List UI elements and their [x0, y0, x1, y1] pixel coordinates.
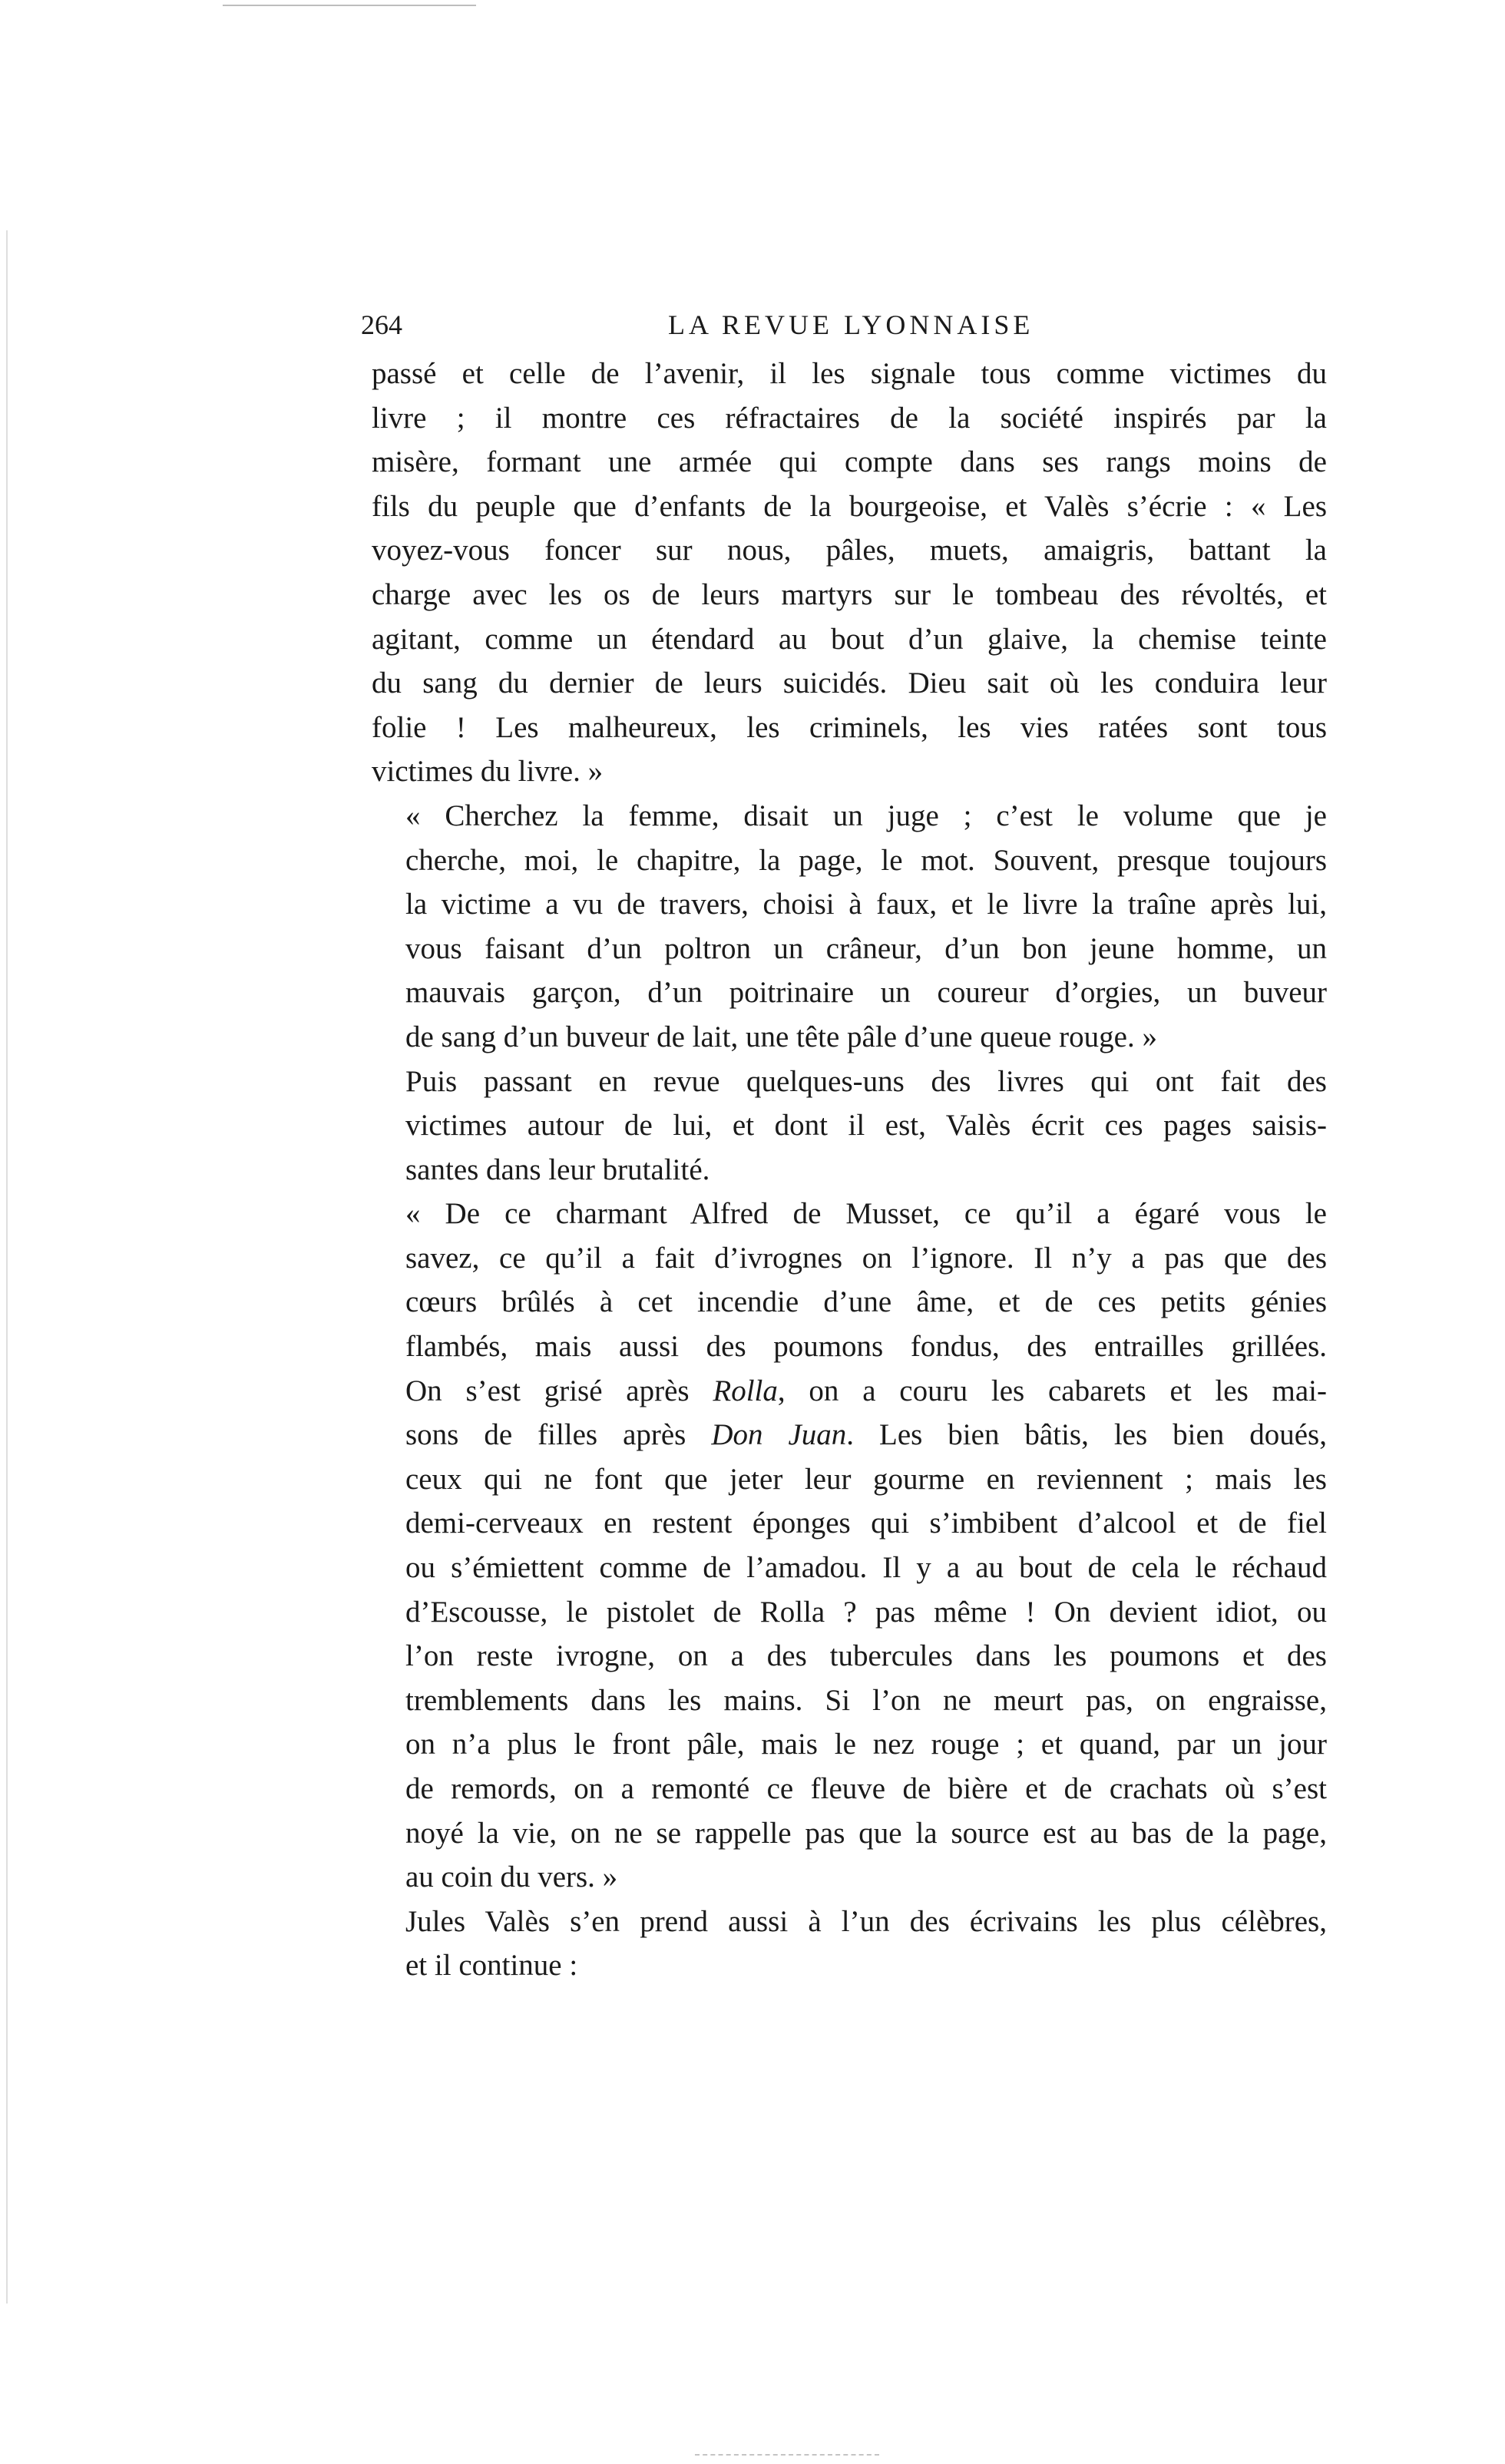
text-line: misère, formant une armée qui compte dans ses rangs moins de: [372, 445, 1327, 479]
text-line: ceux qui ne font que jeter leur gourme en reviennent ; mais les: [405, 1462, 1327, 1496]
text-line: cœurs brûlés à cet incendie d’une âme, et de ces petits génies: [405, 1285, 1327, 1319]
paragraph: [372, 1192, 1327, 1900]
text-line: « De ce charmant Alfred de Musset, ce qu’il a égaré vous le: [405, 1197, 1327, 1231]
page-header: [361, 306, 1037, 344]
text-line: tremblements dans les mains. Si l’on ne meurt pas, on engraisse,: [405, 1683, 1327, 1717]
text-line: santes dans leur brutalité.: [405, 1153, 710, 1186]
text-line: vous faisant d’un poltron un crâneur, d’un bon jeune homme, un: [405, 931, 1327, 965]
text-line: et il continue :: [405, 1949, 578, 1983]
scan-edge-mark-left: [6, 230, 8, 2304]
text-line: cherche, moi, le chapitre, la page, le mot. Souvent, presque toujours: [405, 843, 1327, 877]
text-line: voyez-vous foncer sur nous, pâles, muets, amaigris, battant la: [372, 534, 1327, 567]
paragraph: [372, 352, 1327, 794]
text-line: sons de filles après Don Juan. Les bien bâtis, les bien doués,: [405, 1418, 1327, 1452]
text-line: la victime a vu de travers, choisi à faux, et le livre la traîne après lui,: [405, 888, 1327, 921]
text-line: on n’a plus le front pâle, mais le nez rouge ; et quand, par un jour: [405, 1728, 1327, 1761]
paragraph: [372, 1060, 1327, 1192]
page-number: 264: [361, 309, 402, 340]
text-line: d’Escousse, le pistolet de Rolla ? pas même ! On devient idiot, ou: [405, 1595, 1327, 1629]
text-line: Jules Valès s’en prend aussi à l’un des écrivains les plus célèbres,: [405, 1904, 1327, 1938]
italic-title: Don Juan: [711, 1418, 847, 1452]
text-line: fils du peuple que d’enfants de la bourgeoise, et Valès s’écrie : « Les: [372, 489, 1327, 523]
scan-edge-mark-bottom: [695, 2454, 879, 2456]
text-line: « Cherchez la femme, disait un juge ; c’est le volume que je: [405, 799, 1327, 832]
text-line: livre ; il montre ces réfractaires de la société inspirés par la: [372, 401, 1327, 435]
text-line: au coin du vers. »: [405, 1860, 618, 1894]
text-line: flambés, mais aussi des poumons fondus, des entrailles grillées.: [405, 1330, 1327, 1364]
body-text: [372, 352, 1327, 1988]
text-line: passé et celle de l’avenir, il les signale tous comme victimes du: [372, 357, 1327, 390]
text-line: charge avec les os de leurs martyrs sur le tombeau des révoltés, et: [372, 577, 1327, 611]
text-line: folie ! Les malheureux, les criminels, les vies ratées sont tous: [372, 710, 1327, 744]
text-line: de remords, on a remonté ce fleuve de bière et de crachats où s’est: [405, 1772, 1327, 1805]
scan-edge-mark-top: [223, 5, 476, 6]
text-line: noyé la vie, on ne se rappelle pas que la source est au bas de la page,: [405, 1816, 1327, 1850]
text-line: de sang d’un buveur de lait, une tête pâle d’une queue rouge. »: [405, 1020, 1157, 1053]
paragraph: [372, 1900, 1327, 1988]
text-line: Puis passant en revue quelques-uns des livres qui ont fait des: [405, 1064, 1327, 1098]
text-line: mauvais garçon, d’un poitrinaire un coureur d’orgies, un buveur: [405, 976, 1327, 1010]
text-line: demi-cerveaux en restent éponges qui s’imbibent d’alcool et de fiel: [405, 1507, 1327, 1540]
running-title: LA REVUE LYONNAISE: [668, 309, 1034, 340]
text-line: du sang du dernier de leurs suicidés. Dieu sait où les conduira leur: [372, 666, 1327, 700]
text-line: On s’est grisé après Rolla, on a couru les cabarets et les mai-: [405, 1374, 1328, 1407]
text-line: ou s’émiettent comme de l’amadou. Il y a au bout de cela le réchaud: [405, 1551, 1327, 1585]
italic-title: Rolla: [713, 1374, 778, 1407]
text-line: l’on reste ivrogne, on a des tubercules dans les poumons et des: [405, 1639, 1327, 1673]
text-line: savez, ce qu’il a fait d’ivrognes on l’ignore. Il n’y a pas que des: [405, 1241, 1327, 1275]
text-line: victimes autour de lui, et dont il est, Valès écrit ces pages saisis-: [405, 1109, 1327, 1143]
paragraph: [372, 794, 1327, 1060]
text-line: victimes du livre. »: [372, 755, 604, 789]
text-line: agitant, comme un étendard au bout d’un glaive, la chemise teinte: [372, 622, 1327, 656]
